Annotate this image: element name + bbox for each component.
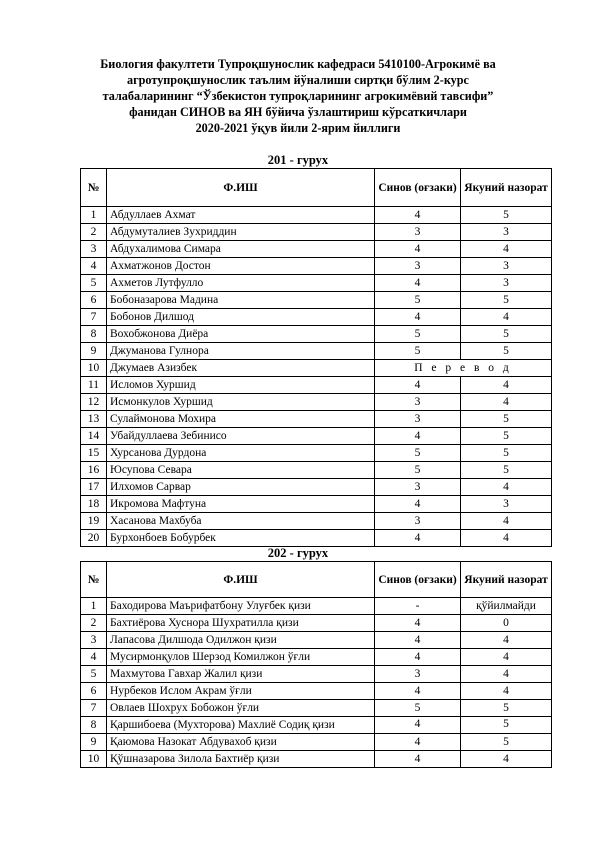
final-grade: 4: [461, 632, 552, 649]
table-row: [81, 632, 552, 649]
test-grade: 4: [375, 751, 461, 768]
row-number: 3: [81, 241, 107, 258]
row-number: 14: [81, 428, 107, 445]
row-number: 4: [81, 258, 107, 275]
test-grade: 4: [375, 734, 461, 751]
table-row: [81, 734, 552, 751]
column-header-final: Якуний назорат: [461, 169, 552, 207]
student-name: Бахтиёрова Хуснора Шухратилла қизи: [107, 615, 375, 632]
final-grade: 5: [461, 292, 552, 309]
student-name: Джумаев Азизбек: [107, 360, 375, 377]
row-number: 9: [81, 343, 107, 360]
test-grade: 3: [375, 224, 461, 241]
row-number: 18: [81, 496, 107, 513]
student-name: Бобоназарова Мадина: [107, 292, 375, 309]
final-grade: 5: [461, 428, 552, 445]
student-name: Ахматжонов Достон: [107, 258, 375, 275]
column-header-name: Ф.ИШ: [107, 169, 375, 207]
row-number: 15: [81, 445, 107, 462]
row-number: 13: [81, 411, 107, 428]
final-grade: 3: [461, 275, 552, 292]
table-row: [81, 445, 552, 462]
table-row: [81, 683, 552, 700]
final-grade: 4: [461, 751, 552, 768]
final-grade: 4: [461, 649, 552, 666]
row-number: 19: [81, 513, 107, 530]
row-number: 10: [81, 751, 107, 768]
final-grade: 3: [461, 496, 552, 513]
row-number: 8: [81, 717, 107, 734]
student-name: Мусирмонқулов Шерзод Комилжон ўғли: [107, 649, 375, 666]
column-header-number: №: [81, 562, 107, 598]
row-number: 5: [81, 275, 107, 292]
column-header-name: Ф.ИШ: [107, 562, 375, 598]
student-name: Лапасова Дилшода Одилжон қизи: [107, 632, 375, 649]
group-201-title: 201 - гурух: [267, 153, 329, 167]
test-grade: 3: [375, 513, 461, 530]
table-row: [81, 241, 552, 258]
final-grade: 3: [461, 224, 552, 241]
row-number: 3: [81, 632, 107, 649]
test-grade: 4: [375, 530, 461, 547]
test-grade: 4: [375, 275, 461, 292]
student-name: Нурбеков Ислом Акрам ўғли: [107, 683, 375, 700]
test-grade: 4: [375, 649, 461, 666]
final-grade: 5: [461, 717, 552, 734]
group-202-table: [80, 561, 552, 768]
test-grade: 5: [375, 462, 461, 479]
document-header: [60, 56, 536, 136]
final-grade: 5: [461, 445, 552, 462]
final-grade: 4: [461, 479, 552, 496]
table-row: [81, 479, 552, 496]
final-grade: 4: [461, 683, 552, 700]
final-grade: 4: [461, 241, 552, 258]
table-row: [81, 224, 552, 241]
column-header-number: №: [81, 169, 107, 207]
final-grade: 5: [461, 734, 552, 751]
table-row: [81, 377, 552, 394]
final-grade: 4: [461, 666, 552, 683]
table-row: [81, 258, 552, 275]
student-name: Исмонкулов Хуршид: [107, 394, 375, 411]
final-grade: 5: [461, 326, 552, 343]
table-row: [81, 513, 552, 530]
student-name: Ахметов Лутфулло: [107, 275, 375, 292]
student-name: Джуманова Гулнора: [107, 343, 375, 360]
row-number: 6: [81, 683, 107, 700]
final-grade: 5: [461, 411, 552, 428]
test-grade: 3: [375, 394, 461, 411]
student-name: Қаюмова Назокат Абдувахоб қизи: [107, 734, 375, 751]
student-name: Абдумуталиев Зухриддин: [107, 224, 375, 241]
final-grade: қўйилмайди: [461, 598, 552, 615]
student-name: Илхомов Сарвар: [107, 479, 375, 496]
table-row: [81, 360, 552, 377]
row-number: 2: [81, 615, 107, 632]
test-grade: 4: [375, 309, 461, 326]
table-row: [81, 700, 552, 717]
student-name: Икромова Мафтуна: [107, 496, 375, 513]
final-grade: 5: [461, 700, 552, 717]
table-row: [81, 751, 552, 768]
test-grade: -: [375, 598, 461, 615]
table-row: [81, 462, 552, 479]
test-grade: 3: [375, 258, 461, 275]
header-line-3: талабаларининг “Ўзбекистон тупроқларининг агрокимёвий тавсифи”: [102, 89, 494, 103]
header-line-1: Биология факултети Тупроқшунослик кафедраси 5410100-Агрокимё ва: [100, 57, 496, 71]
test-grade: 4: [375, 496, 461, 513]
table-row: [81, 598, 552, 615]
header-line-4: фанидан СИНОВ ва ЯН бўйича ўзлаштириш кўрсаткичлари: [129, 105, 467, 119]
group-202-title: 202 - гурух: [267, 546, 329, 560]
row-number: 8: [81, 326, 107, 343]
final-grade: 5: [461, 207, 552, 224]
test-grade: 4: [375, 683, 461, 700]
test-grade: 4: [375, 632, 461, 649]
column-header-test: Синов (оғзаки): [375, 562, 461, 598]
table-row: [81, 666, 552, 683]
row-number: 17: [81, 479, 107, 496]
row-number: 6: [81, 292, 107, 309]
row-number: 7: [81, 309, 107, 326]
row-number: 11: [81, 377, 107, 394]
student-name: Бобонов Дилшод: [107, 309, 375, 326]
header-line-2: агротупроқшунослик таълим йўналиши сиртқи бўлим 2-курс: [127, 73, 469, 87]
final-grade: 4: [461, 394, 552, 411]
row-number: 16: [81, 462, 107, 479]
test-grade: 4: [375, 207, 461, 224]
column-header-test: Синов (оғзаки): [375, 169, 461, 207]
header-line-5: 2020-2021 ўқув йили 2-ярим йиллиги: [195, 121, 401, 135]
transfer-note: П е р е в о д: [375, 360, 552, 377]
test-grade: 4: [375, 615, 461, 632]
table-row: [81, 530, 552, 547]
group-201-table: [80, 168, 552, 547]
student-name: Абдухалимова Симара: [107, 241, 375, 258]
table-row: [81, 428, 552, 445]
table-row: [81, 309, 552, 326]
final-grade: 4: [461, 309, 552, 326]
test-grade: 5: [375, 700, 461, 717]
test-grade: 5: [375, 343, 461, 360]
student-name: Махмутова Гавхар Жалил қизи: [107, 666, 375, 683]
table-row: [81, 275, 552, 292]
student-name: Юсупова Севара: [107, 462, 375, 479]
student-name: Вохобжонова Диёра: [107, 326, 375, 343]
final-grade: 4: [461, 513, 552, 530]
row-number: 1: [81, 207, 107, 224]
student-name: Қўшназарова Зилола Бахтиёр қизи: [107, 751, 375, 768]
table-row: [81, 343, 552, 360]
row-number: 5: [81, 666, 107, 683]
table-row: [81, 615, 552, 632]
test-grade: 5: [375, 326, 461, 343]
table-row: [81, 394, 552, 411]
column-header-final: Якуний назорат: [461, 562, 552, 598]
row-number: 4: [81, 649, 107, 666]
test-grade: 4: [375, 241, 461, 258]
table-row: [81, 411, 552, 428]
table-row: [81, 326, 552, 343]
student-name: Бурхонбоев Бобурбек: [107, 530, 375, 547]
row-number: 10: [81, 360, 107, 377]
test-grade: 5: [375, 445, 461, 462]
final-grade: 4: [461, 530, 552, 547]
final-grade: 4: [461, 377, 552, 394]
student-name: Абдуллаев Ахмат: [107, 207, 375, 224]
student-name: Баходирова Маърифатбону Улуғбек қизи: [107, 598, 375, 615]
table-row: [81, 292, 552, 309]
table-row: [81, 496, 552, 513]
table-row: [81, 207, 552, 224]
test-grade: 3: [375, 666, 461, 683]
row-number: 2: [81, 224, 107, 241]
row-number: 12: [81, 394, 107, 411]
test-grade: 4: [375, 428, 461, 445]
final-grade: 0: [461, 615, 552, 632]
final-grade: 3: [461, 258, 552, 275]
student-name: Қаршибоева (Мухторова) Махлиё Содиқ қизи: [107, 717, 375, 734]
student-name: Исломов Хуршид: [107, 377, 375, 394]
final-grade: 5: [461, 462, 552, 479]
table-row: [81, 649, 552, 666]
student-name: Сулаймонова Мохира: [107, 411, 375, 428]
row-number: 7: [81, 700, 107, 717]
test-grade: 4: [375, 717, 461, 734]
test-grade: 5: [375, 292, 461, 309]
test-grade: 3: [375, 411, 461, 428]
student-name: Хурсанова Дурдона: [107, 445, 375, 462]
student-name: Овлаев Шохрух Бобожон ўғли: [107, 700, 375, 717]
table-row: [81, 717, 552, 734]
student-name: Хасанова Махбуба: [107, 513, 375, 530]
row-number: 9: [81, 734, 107, 751]
row-number: 1: [81, 598, 107, 615]
student-name: Убайдуллаева Зебинисо: [107, 428, 375, 445]
final-grade: 5: [461, 343, 552, 360]
row-number: 20: [81, 530, 107, 547]
test-grade: 3: [375, 479, 461, 496]
test-grade: 4: [375, 377, 461, 394]
